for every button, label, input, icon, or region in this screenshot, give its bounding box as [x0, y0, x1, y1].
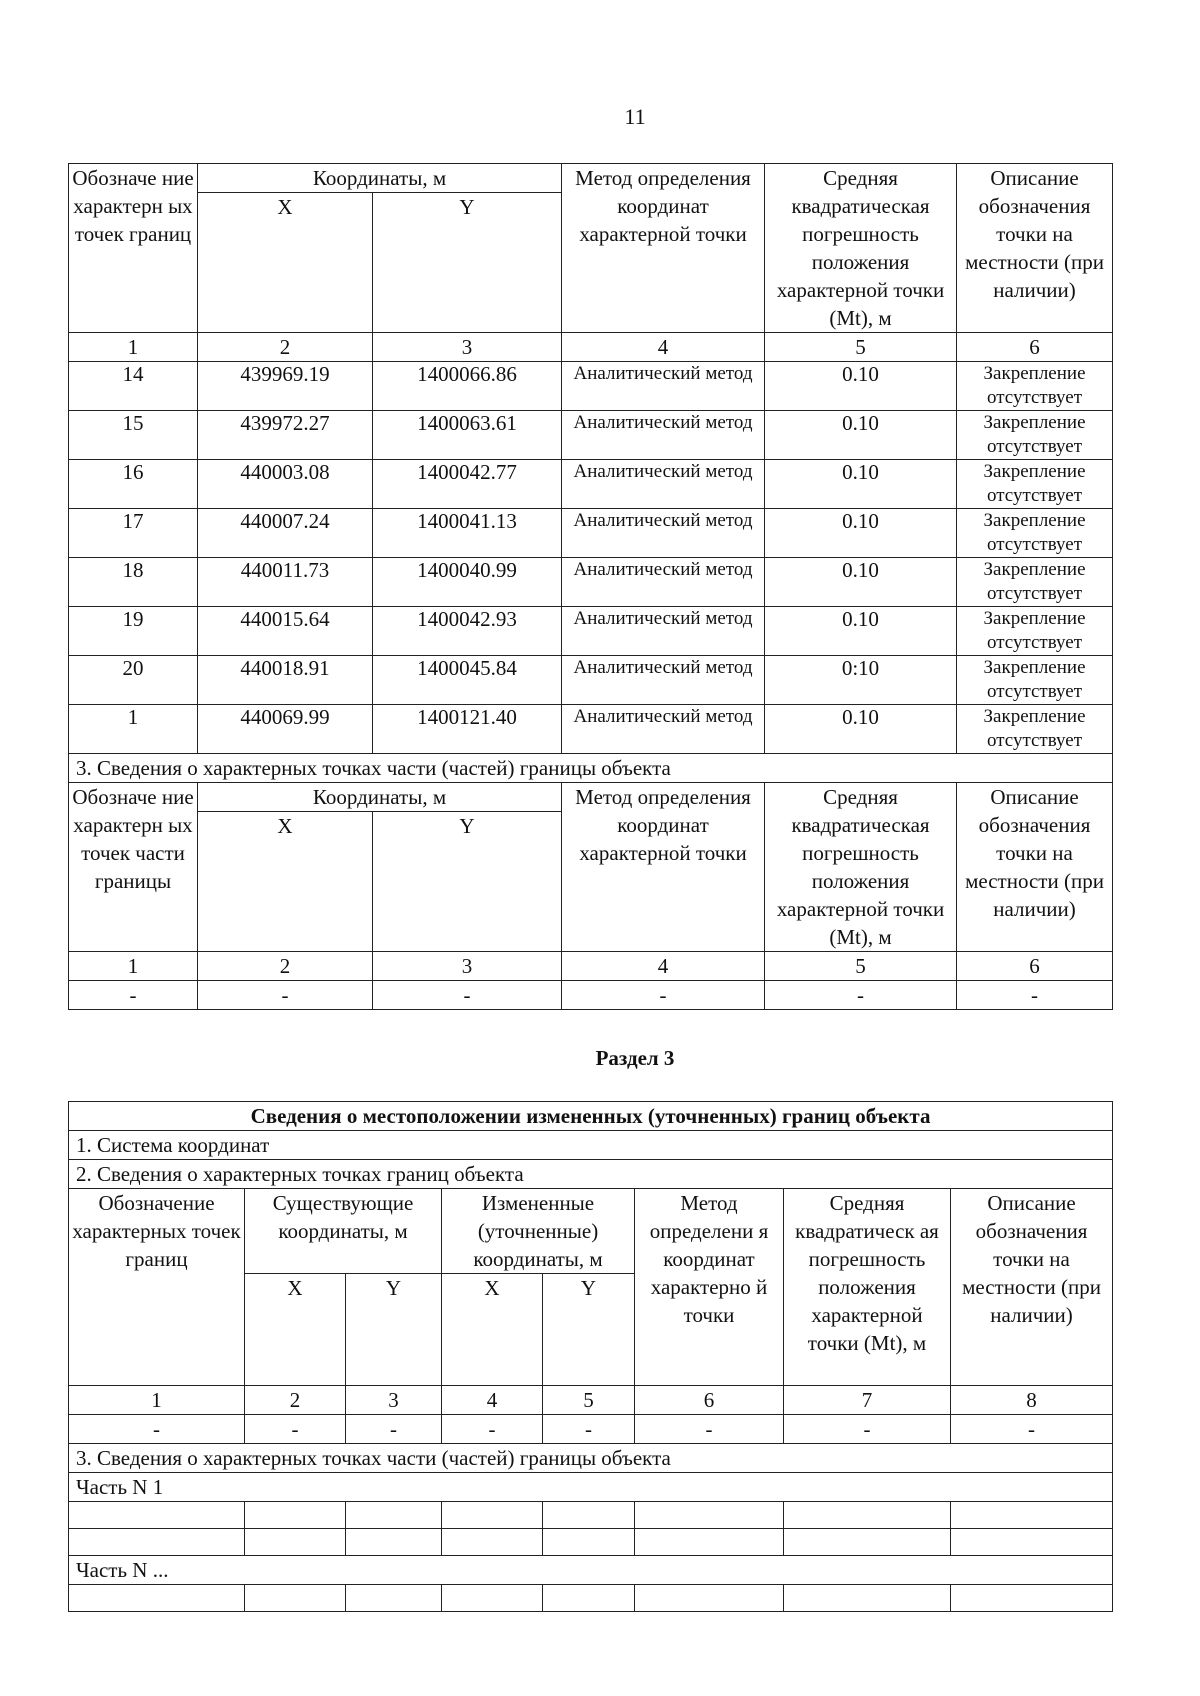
cell-desc: Закрепление отсутствует: [957, 509, 1113, 558]
part-header-error: Средняя квадратическая погрешность положения характерной точки (Mt), м: [765, 783, 957, 952]
empty-cell: -: [784, 1415, 951, 1444]
cell-method: Аналитический метод: [562, 656, 765, 705]
col-number: 2: [198, 952, 373, 981]
empty-cell: -: [69, 981, 198, 1010]
blank-cell: [784, 1529, 951, 1556]
blank-row: [69, 1502, 1113, 1529]
changed-boundaries-table: [68, 1101, 1113, 1612]
header-description: Описание обозначения точки на местности (при наличии): [951, 1189, 1113, 1386]
cell-method: Аналитический метод: [562, 362, 765, 411]
col-number: 6: [957, 952, 1113, 981]
table-row: [69, 705, 1113, 754]
cell-x: 440003.08: [198, 460, 373, 509]
blank-cell: [442, 1585, 543, 1612]
header-error: Средняя квадратическая погрешность положения характерной точки (Mt), м: [765, 164, 957, 333]
cell-point: 17: [69, 509, 198, 558]
table-row: [69, 558, 1113, 607]
cell-error: 0.10: [765, 509, 957, 558]
part-header-x: X: [198, 812, 373, 952]
cell-error: 0.10: [765, 558, 957, 607]
blank-cell: [543, 1529, 635, 1556]
page-number: 11: [624, 104, 646, 129]
cell-desc: Закрепление отсутствует: [957, 362, 1113, 411]
blank-cell: [245, 1529, 346, 1556]
empty-cell: -: [442, 1415, 543, 1444]
col-number: 2: [245, 1386, 346, 1415]
header-point-designation: Обозначение характерных точек границ: [69, 1189, 245, 1386]
blank-cell: [951, 1502, 1113, 1529]
header-y: Y: [373, 193, 562, 333]
cell-desc: Закрепление отсутствует: [957, 411, 1113, 460]
header-existing-coords: Существующие координаты, м: [245, 1189, 442, 1274]
empty-cell: -: [198, 981, 373, 1010]
cell-point: 15: [69, 411, 198, 460]
cell-desc: Закрепление отсутствует: [957, 460, 1113, 509]
cell-point: 14: [69, 362, 198, 411]
table-row: [69, 509, 1113, 558]
cell-y: 1400045.84: [373, 656, 562, 705]
empty-cell: -: [373, 981, 562, 1010]
cell-desc: Закрепление отсутствует: [957, 607, 1113, 656]
header-coordinates: Координаты, м: [198, 164, 562, 193]
blank-cell: [245, 1585, 346, 1612]
header-point-designation: Обозначе ние характерн ых точек границ: [69, 164, 198, 333]
part-empty-row: [69, 981, 1113, 1010]
cell-point: 20: [69, 656, 198, 705]
header-existing-x: X: [245, 1274, 346, 1386]
table-row: [69, 411, 1113, 460]
header-description: Описание обозначения точки на местности (при наличии): [957, 164, 1113, 333]
col-number: 1: [69, 333, 198, 362]
cell-y: 1400042.93: [373, 607, 562, 656]
blank-cell: [69, 1502, 245, 1529]
col-number: 6: [957, 333, 1113, 362]
blank-cell: [543, 1502, 635, 1529]
part-n-label: Часть N ...: [69, 1556, 1113, 1585]
part-column-numbers-row: [69, 952, 1113, 981]
blank-cell: [951, 1529, 1113, 1556]
cell-y: 1400041.13: [373, 509, 562, 558]
part-header-y: Y: [373, 812, 562, 952]
part-header-method: Метод определения координат характерной точки: [562, 783, 765, 952]
cell-error: 0.10: [765, 460, 957, 509]
col-number: 4: [562, 952, 765, 981]
cell-method: Аналитический метод: [562, 607, 765, 656]
col-number: 1: [69, 952, 198, 981]
cell-method: Аналитический метод: [562, 558, 765, 607]
blank-cell: [346, 1585, 442, 1612]
coordinate-system-row: 1. Система координат: [69, 1131, 1113, 1160]
cell-y: 1400066.86: [373, 362, 562, 411]
col-number: 5: [765, 952, 957, 981]
cell-point: 18: [69, 558, 198, 607]
cell-method: Аналитический метод: [562, 460, 765, 509]
cell-point: 16: [69, 460, 198, 509]
empty-cell: -: [543, 1415, 635, 1444]
boundary-points-table: [68, 163, 1113, 1010]
blank-cell: [346, 1529, 442, 1556]
cell-point: 19: [69, 607, 198, 656]
cell-point: 1: [69, 705, 198, 754]
header-error: Средняя квадратическ ая погрешность положения характерной точки (Mt), м: [784, 1189, 951, 1386]
points-title-row: 2. Сведения о характерных точках границ объекта: [69, 1160, 1113, 1189]
col-number: 5: [765, 333, 957, 362]
col-number: 2: [198, 333, 373, 362]
blank-row: [69, 1585, 1113, 1612]
blank-cell: [784, 1502, 951, 1529]
col-number: 3: [373, 333, 562, 362]
cell-x: 440069.99: [198, 705, 373, 754]
col-number: 1: [69, 1386, 245, 1415]
part-header-point-designation: Обозначе ние характерн ых точек части границы: [69, 783, 198, 952]
blank-cell: [784, 1585, 951, 1612]
col-number: 3: [346, 1386, 442, 1415]
empty-cell: -: [765, 981, 957, 1010]
cell-x: 440015.64: [198, 607, 373, 656]
blank-row: [69, 1529, 1113, 1556]
blank-cell: [543, 1585, 635, 1612]
part-1-label: Часть N 1: [69, 1473, 1113, 1502]
blank-cell: [69, 1529, 245, 1556]
cell-desc: Закрепление отсутствует: [957, 558, 1113, 607]
blank-cell: [635, 1585, 784, 1612]
cell-method: Аналитический метод: [562, 411, 765, 460]
header-existing-y: Y: [346, 1274, 442, 1386]
empty-cell: -: [245, 1415, 346, 1444]
header-method: Метод определени я координат характерно й точки: [635, 1189, 784, 1386]
cell-x: 440011.73: [198, 558, 373, 607]
col-number: 8: [951, 1386, 1113, 1415]
col-number: 4: [562, 333, 765, 362]
cell-y: 1400040.99: [373, 558, 562, 607]
col-number: 6: [635, 1386, 784, 1415]
col-number: 7: [784, 1386, 951, 1415]
cell-method: Аналитический метод: [562, 509, 765, 558]
cell-error: 0.10: [765, 607, 957, 656]
empty-cell: -: [562, 981, 765, 1010]
blank-cell: [442, 1529, 543, 1556]
cell-x: 439969.19: [198, 362, 373, 411]
part-header-description: Описание обозначения точки на местности (при наличии): [957, 783, 1113, 952]
col-number: 5: [543, 1386, 635, 1415]
blank-cell: [635, 1529, 784, 1556]
cell-x: 440007.24: [198, 509, 373, 558]
empty-cell: -: [346, 1415, 442, 1444]
part-points-title: 3. Сведения о характерных точках части (частей) границы объекта: [69, 754, 1113, 783]
header-method: Метод определения координат характерной точки: [562, 164, 765, 333]
blank-cell: [442, 1502, 543, 1529]
cell-method: Аналитический метод: [562, 705, 765, 754]
cell-desc: Закрепление отсутствует: [957, 705, 1113, 754]
blank-cell: [635, 1502, 784, 1529]
cell-y: 1400042.77: [373, 460, 562, 509]
cell-error: 0.10: [765, 705, 957, 754]
header-x: X: [198, 193, 373, 333]
cell-x: 439972.27: [198, 411, 373, 460]
table-row: [69, 607, 1113, 656]
blank-cell: [245, 1502, 346, 1529]
table-row: [69, 460, 1113, 509]
cell-error: 0.10: [765, 411, 957, 460]
cell-error: 0.10: [765, 362, 957, 411]
empty-cell: -: [635, 1415, 784, 1444]
blank-cell: [346, 1502, 442, 1529]
part-points-title: 3. Сведения о характерных точках части (частей) границы объекта: [69, 1444, 1113, 1473]
blank-cell: [951, 1585, 1113, 1612]
column-numbers-row: [69, 333, 1113, 362]
empty-cell: -: [957, 981, 1113, 1010]
cell-y: 1400063.61: [373, 411, 562, 460]
empty-cell: -: [69, 1415, 245, 1444]
cell-x: 440018.91: [198, 656, 373, 705]
empty-row: [69, 1415, 1113, 1444]
header-changed-coords: Измененные (уточненные) координаты, м: [442, 1189, 635, 1274]
col-number: 3: [373, 952, 562, 981]
header-changed-y: Y: [543, 1274, 635, 1386]
cell-error: 0:10: [765, 656, 957, 705]
part-header-coordinates: Координаты, м: [198, 783, 562, 812]
table-row: [69, 656, 1113, 705]
empty-cell: -: [951, 1415, 1113, 1444]
column-numbers-row: [69, 1386, 1113, 1415]
table-title: Сведения о местоположении измененных (уточненных) границ объекта: [69, 1102, 1113, 1131]
header-changed-x: X: [442, 1274, 543, 1386]
section-title: Раздел 3: [595, 1046, 675, 1070]
cell-y: 1400121.40: [373, 705, 562, 754]
col-number: 4: [442, 1386, 543, 1415]
blank-cell: [69, 1585, 245, 1612]
table-row: [69, 362, 1113, 411]
cell-desc: Закрепление отсутствует: [957, 656, 1113, 705]
